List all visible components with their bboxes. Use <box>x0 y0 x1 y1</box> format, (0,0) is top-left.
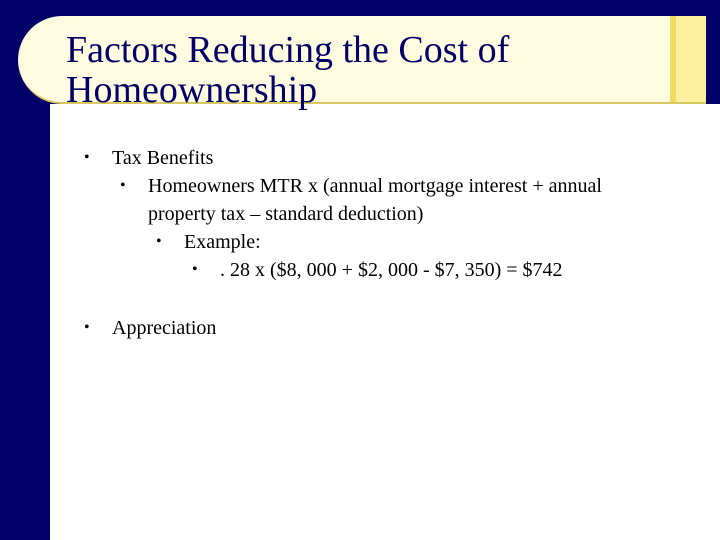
bullet-icon: • <box>192 261 198 278</box>
bullet-formula <box>120 172 704 228</box>
slide-content <box>84 144 704 342</box>
bullet-tax-benefits <box>84 144 704 172</box>
title-box <box>18 16 706 111</box>
bullet-icon: • <box>84 149 90 166</box>
bullet-example <box>156 228 704 256</box>
bullet-example-calc <box>192 256 704 284</box>
bullet-appreciation <box>84 314 704 342</box>
title-line-1: Factors Reducing the Cost of <box>66 29 510 71</box>
bullet-text: Example: <box>184 231 261 253</box>
bullet-text: Homeowners MTR x (annual mortgage interest + annual property tax – standard deduction) <box>148 175 602 225</box>
bullet-text: Appreciation <box>112 317 217 339</box>
bullet-text: Tax Benefits <box>112 147 214 169</box>
bullet-icon: • <box>156 233 162 250</box>
slide-title <box>66 30 666 110</box>
title-line-2: Homeownership <box>66 69 318 111</box>
bullet-icon: • <box>120 177 126 194</box>
bullet-icon: • <box>84 319 90 336</box>
bullet-text: . 28 x ($8, 000 + $2, 000 - $7, 350) = $742 <box>220 259 563 281</box>
